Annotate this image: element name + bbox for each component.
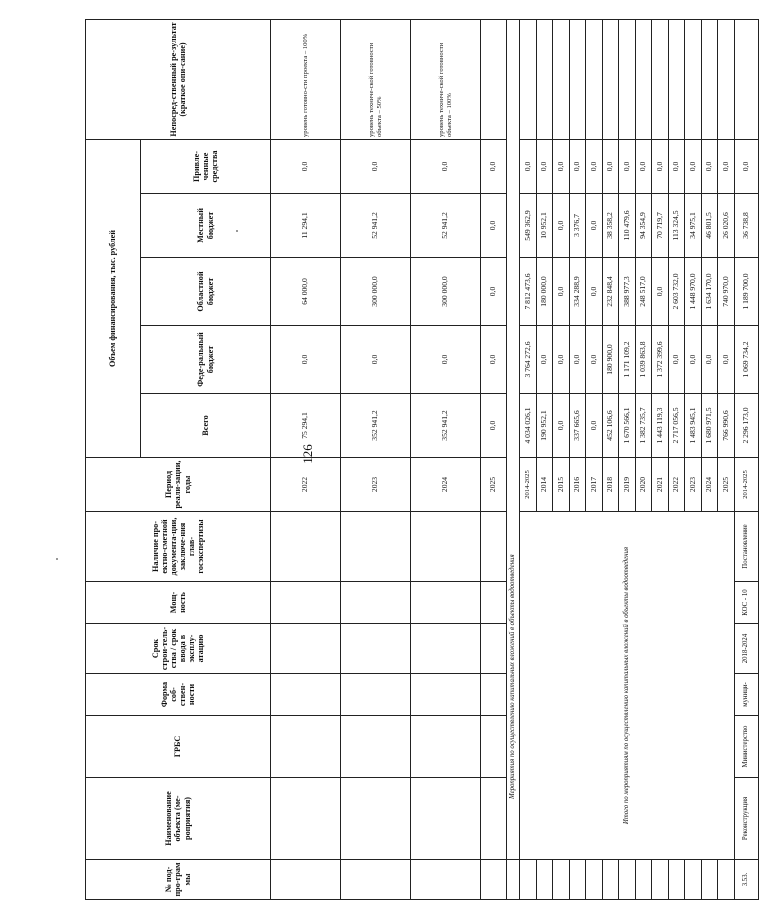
- local-cell: 10 952,1: [536, 194, 553, 258]
- federal-cell: 0,0: [481, 326, 507, 394]
- total-cell: 766 990,6: [718, 394, 735, 458]
- table-row: [411, 19, 481, 899]
- local-cell: 52 941,2: [341, 194, 411, 258]
- regional-cell: 334 288,9: [569, 258, 586, 326]
- scan-speck: [236, 230, 238, 232]
- year-cell: 2022: [668, 458, 685, 512]
- local-cell: 94 354,9: [635, 194, 652, 258]
- total-cell: 2 296 173,0: [734, 394, 758, 458]
- header-federal: Феде-ральный бюджет: [141, 326, 271, 394]
- local-cell: 0,0: [553, 194, 570, 258]
- local-cell: 113 324,5: [668, 194, 685, 258]
- federal-cell: 1 372 399,6: [652, 326, 669, 394]
- local-cell: 52 941,2: [411, 194, 481, 258]
- header-ownership: Форма соб-ствен-ности: [86, 674, 271, 716]
- total-cell: 1 670 566,1: [619, 394, 636, 458]
- attracted-cell: 0,0: [619, 139, 636, 193]
- regional-cell: 300 000,0: [341, 258, 411, 326]
- attracted-cell: 0,0: [341, 139, 411, 193]
- attracted-cell: 0,0: [685, 139, 702, 193]
- table-row: [481, 19, 507, 899]
- regional-cell: 300 000,0: [411, 258, 481, 326]
- attracted-cell: 0,0: [481, 139, 507, 193]
- financing-table: [85, 19, 759, 900]
- header-term: Срок строи-тель-ства / срок ввода в эксплу-атацию: [86, 624, 271, 674]
- header-object-name: Наименование объекта (ме-роприятия): [86, 778, 271, 860]
- year-cell: 2021: [652, 458, 669, 512]
- header-result: Непосред-ственный ре-зультат (краткое опи-сание): [86, 19, 271, 139]
- federal-cell: 0,0: [553, 326, 570, 394]
- total-block-label: Итого по мероприятиям по осуществлению капитальных вложений в объекты водоотведения: [520, 512, 735, 860]
- table-row: [271, 19, 341, 899]
- year-cell: 2022: [271, 458, 341, 512]
- attracted-cell: 0,0: [734, 139, 758, 193]
- rotated-table-area: [85, 20, 750, 900]
- total-cell: 0,0: [586, 394, 603, 458]
- result-cell: уровень готовно-сти проекта – 100%: [271, 19, 341, 139]
- header-regional: Областной бюджет: [141, 258, 271, 326]
- year-cell: 2025: [481, 458, 507, 512]
- result-cell: [481, 19, 507, 139]
- header-row-1: [86, 19, 141, 899]
- year-cell: 2020: [635, 458, 652, 512]
- table-row: [734, 19, 758, 899]
- local-cell: 549 362,9: [520, 194, 537, 258]
- attracted-cell: 0,0: [652, 139, 669, 193]
- regional-cell: 388 977,3: [619, 258, 636, 326]
- table-row: [520, 19, 537, 899]
- year-cell: 2023: [341, 458, 411, 512]
- regional-cell: 7 812 473,6: [520, 258, 537, 326]
- regional-cell: 0,0: [481, 258, 507, 326]
- local-cell: 46 801,5: [701, 194, 718, 258]
- regional-cell: 64 000,0: [271, 258, 341, 326]
- federal-cell: 0,0: [685, 326, 702, 394]
- year-cell: 2018: [602, 458, 619, 512]
- total-cell: 2 717 056,5: [668, 394, 685, 458]
- federal-cell: 0,0: [701, 326, 718, 394]
- local-cell: 0,0: [586, 194, 603, 258]
- federal-cell: 3 764 272,6: [520, 326, 537, 394]
- federal-cell: 1 039 863,8: [635, 326, 652, 394]
- local-cell: 0,0: [481, 194, 507, 258]
- year-cell: 2024: [701, 458, 718, 512]
- attracted-cell: 0,0: [635, 139, 652, 193]
- attracted-cell: 0,0: [553, 139, 570, 193]
- regional-cell: 232 848,4: [602, 258, 619, 326]
- documentation-cell: Постановление: [734, 512, 758, 582]
- local-cell: 3 376,7: [569, 194, 586, 258]
- object-name-cell: Реконструкция: [734, 778, 758, 860]
- total-cell: 0,0: [553, 394, 570, 458]
- header-attracted: Привле-ченные средства: [141, 139, 271, 193]
- local-cell: 38 358,2: [602, 194, 619, 258]
- federal-cell: 0,0: [341, 326, 411, 394]
- regional-cell: 1 448 970,0: [685, 258, 702, 326]
- term-cell: 2018-2024: [734, 624, 758, 674]
- regional-cell: 0,0: [652, 258, 669, 326]
- grbs-cell: Министерство: [734, 716, 758, 778]
- total-cell: 337 665,6: [569, 394, 586, 458]
- total-cell: 4 034 026,1: [520, 394, 537, 458]
- attracted-cell: 0,0: [520, 139, 537, 193]
- year-cell: 2015: [553, 458, 570, 512]
- attracted-cell: 0,0: [536, 139, 553, 193]
- total-cell: 1 443 119,3: [652, 394, 669, 458]
- header-grbs: ГРБС: [86, 716, 271, 778]
- local-cell: 11 294,1: [271, 194, 341, 258]
- federal-cell: 0,0: [718, 326, 735, 394]
- attracted-cell: 0,0: [569, 139, 586, 193]
- table-rotation-frame: [85, 20, 750, 900]
- attracted-cell: 0,0: [271, 139, 341, 193]
- section-title: Мероприятия по осуществлению капитальных вложений в объекты водоотведения: [507, 19, 520, 859]
- local-cell: 36 738,8: [734, 194, 758, 258]
- capacity-cell: КОС - 10: [734, 582, 758, 624]
- year-cell: 2024: [411, 458, 481, 512]
- federal-cell: 0,0: [271, 326, 341, 394]
- header-local: Местный бюджет: [141, 194, 271, 258]
- federal-cell: 0,0: [569, 326, 586, 394]
- federal-cell: 0,0: [586, 326, 603, 394]
- header-number: № под-про-грам мы: [86, 860, 271, 900]
- year-cell: 2025: [718, 458, 735, 512]
- row-number: 3.53.: [734, 860, 758, 900]
- ownership-cell: муници-: [734, 674, 758, 716]
- regional-cell: 180 000,0: [536, 258, 553, 326]
- header-documentation: Наличие про-ектно-сметной документа-ции, заключе-ния глав-госэкспертизы: [86, 512, 271, 582]
- regional-cell: 248 517,0: [635, 258, 652, 326]
- total-cell: 190 952,1: [536, 394, 553, 458]
- year-cell: 2016: [569, 458, 586, 512]
- attracted-cell: 0,0: [411, 139, 481, 193]
- federal-cell: 0,0: [411, 326, 481, 394]
- total-cell: 352 941,2: [411, 394, 481, 458]
- year-cell: 2014-2025: [734, 458, 758, 512]
- year-cell: 2017: [586, 458, 603, 512]
- total-cell: 0,0: [481, 394, 507, 458]
- regional-cell: 740 970,0: [718, 258, 735, 326]
- header-total: Всего: [141, 394, 271, 458]
- year-cell: 2019: [619, 458, 636, 512]
- total-cell: 1 680 971,5: [701, 394, 718, 458]
- regional-cell: 0,0: [586, 258, 603, 326]
- total-cell: 352 941,2: [341, 394, 411, 458]
- attracted-cell: 0,0: [586, 139, 603, 193]
- federal-cell: 0,0: [536, 326, 553, 394]
- result-cell: уровень техниче-ской готовности объекта – 100%: [411, 19, 481, 139]
- table-row: [341, 19, 411, 899]
- section-title-row: [507, 19, 520, 899]
- local-cell: 34 975,1: [685, 194, 702, 258]
- federal-cell: 0,0: [668, 326, 685, 394]
- regional-cell: 1 189 700,0: [734, 258, 758, 326]
- total-cell: 1 382 735,7: [635, 394, 652, 458]
- attracted-cell: 0,0: [701, 139, 718, 193]
- year-cell: 2023: [685, 458, 702, 512]
- regional-cell: 2 603 732,0: [668, 258, 685, 326]
- federal-cell: 180 900,0: [602, 326, 619, 394]
- total-cell: 75 294,1: [271, 394, 341, 458]
- header-funding-group: Объем финансирования, тыс. рублей: [86, 139, 141, 457]
- federal-cell: 1 171 109,2: [619, 326, 636, 394]
- attracted-cell: 0,0: [718, 139, 735, 193]
- total-cell: 452 106,6: [602, 394, 619, 458]
- attracted-cell: 0,0: [602, 139, 619, 193]
- local-cell: 70 719,7: [652, 194, 669, 258]
- scan-speck: [56, 558, 58, 560]
- total-cell: 1 483 945,1: [685, 394, 702, 458]
- regional-cell: 1 634 170,0: [701, 258, 718, 326]
- page-number: 126: [300, 444, 315, 464]
- local-cell: 26 020,6: [718, 194, 735, 258]
- header-period: Период реали-зации, годы: [86, 458, 271, 512]
- attracted-cell: 0,0: [668, 139, 685, 193]
- header-capacity: Мощ-ность: [86, 582, 271, 624]
- result-cell: уровень техниче-ской готовности объекта – 50%: [341, 19, 411, 139]
- year-cell: 2014-2025: [520, 458, 537, 512]
- regional-cell: 0,0: [553, 258, 570, 326]
- federal-cell: 1 069 734,2: [734, 326, 758, 394]
- local-cell: 110 479,6: [619, 194, 636, 258]
- year-cell: 2014: [536, 458, 553, 512]
